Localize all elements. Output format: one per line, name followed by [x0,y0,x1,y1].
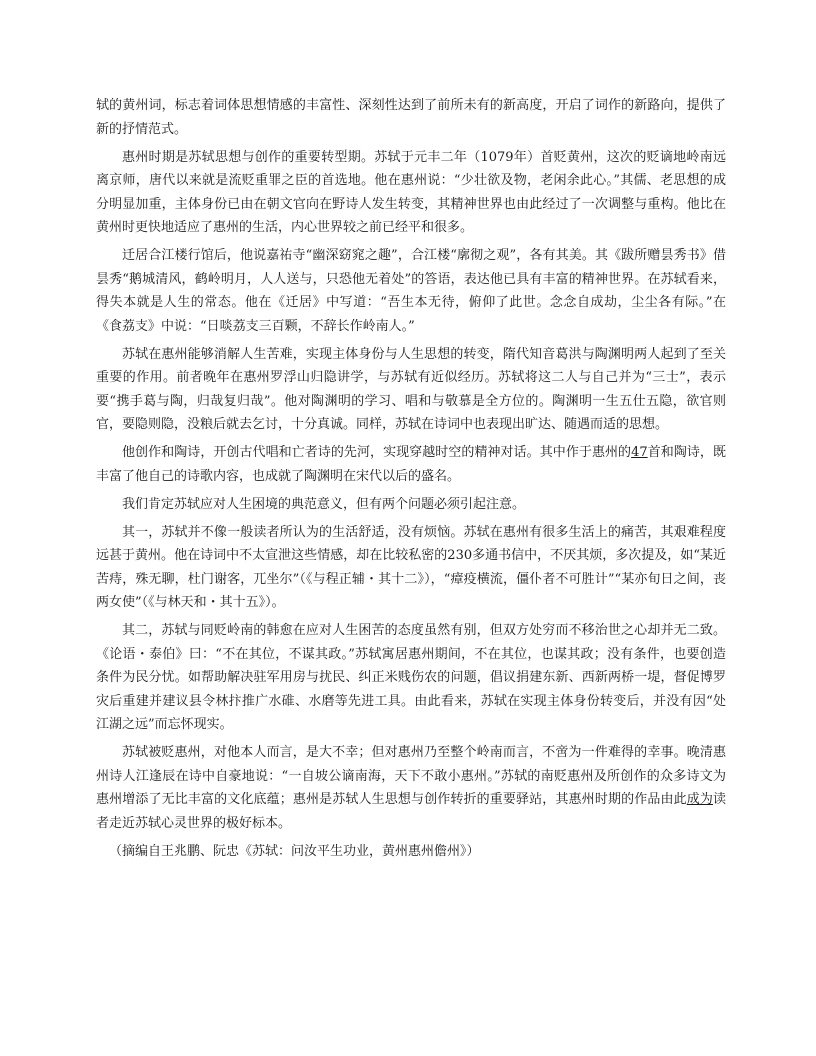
paragraph-4: 苏轼在惠州能够消解人生苦难，实现主体身份与人生思想的转变，隋代知音葛洪与陶渊明两人起到了至关重要的作用。前者晚年在惠州罗浮山归隐讲学，与苏轼有近似经历。苏轼将这二人与自己并为“三士”，表示要“携手葛与陶，归哉复归哉”。他对陶渊明的学习、唱和与敬慕是全方位的。陶渊明一生五仕五隐，欲官则官，要隐则隐，没粮后就去乞讨，十分真诚。同样，苏轼在诗词中也表现出旷达、随遇而适的思想。 [96,346,726,432]
paragraph-9-text-a: 苏轼被贬惠州，对他本人而言，是大不幸；但对惠州乃至整个岭南而言，不啻为一件难得的幸事。晚清惠州诗人江逢辰在诗中自豪地说：“一自坡公谪南海，天下不敢小惠州。”苏轼的南贬惠州及所创作的众多诗文为惠州增添了无比丰富的文化底蕴；惠州是苏轼人生思想与创作转折的重要驿站，其惠州时期的作品由此 [96,745,726,807]
paragraph-7: 其一，苏轼并不像一般读者所认为的生活舒适，没有烦恼。苏轼在惠州有很多生活上的痛苦，其艰难程度远甚于黄州。他在诗词中不太宣泄这些情感，却在比较私密的230多通书信中，不厌其烦，多次提及，如“某近苦痔，殊无聊，杜门谢客，兀坐尔”（《与程正辅・其十二》），“瘴疫横流，僵仆者不可胜计”“某亦旬日之间，丧两女使”（《与林天和・其十五》）。 [96,524,726,610]
paragraph-9-text-b: 读者走近苏轼心灵世界的极好标本。 [96,792,726,831]
paragraph-3: 迁居合江楼行馆后，他说嘉祐寺“幽深窈窕之趣”，合江楼“廓彻之观”，各有其美。其《跋所赠昙秀书》借昙秀“鹅城清风，鹤岭明月，人人送与，只恐他无着处”的答语，表达他已具有丰富的精神世界。在苏轼看来，得失本就是人生的常态。他在《迁居》中写道：“吾生本无待，俯仰了此世。念念自成劫，尘尘各有际。”在《食荔支》中说：“日啖荔支三百颗，不辞长作岭南人。” [96,248,726,334]
underlined-number: 47 [631,445,648,460]
paragraph-1: 轼的黄州词，标志着词体思想情感的丰富性、深刻性达到了前所未有的新高度，开启了词作的新路向，提供了新的抒情范式。 [96,98,726,137]
paragraph-2: 惠州时期是苏轼思想与创作的重要转型期。苏轼于元丰二年（1079年）首贬黄州，这次的贬谪地岭南远离京师，唐代以来就是流贬重罪之臣的首选地。他在惠州说：“少壮欲及物，老闲余此心。”其儒、老思想的成分明显加重，主体身份已由在朝文官向在野诗人发生转变，其精神世界也由此经过了一次调整与重构。他比在黄州时更快地适应了惠州的生活，内心世界较之前已经平和很多。 [96,149,726,235]
underlined-word: 成为 [686,792,713,807]
paragraph-5-text-b: 首和陶诗，既丰富了他自己的诗歌内容，也成就了陶渊明在宋代以后的盛名。 [96,445,726,484]
paragraph-5 [96,441,726,488]
paragraph-5-text-a: 他创作和陶诗，开创古代唱和亡者诗的先河，实现穿越时空的精神对话。其中作于惠州的 [122,445,632,460]
paragraph-9 [96,741,726,835]
source-citation: （摘编自王兆鹏、阮忠《苏轼：问汝平生功业，黄州惠州儋州》） [109,843,480,859]
paragraph-6: 我们肯定苏轼应对人生困境的典范意义，但有两个问题必须引起注意。 [122,496,526,512]
paragraph-8: 其二，苏轼与同贬岭南的韩愈在应对人生困苦的态度虽然有别，但双方处穷而不移治世之心却并无二致。《论语・泰伯》曰：“不在其位，不谋其政。”苏轼寓居惠州期间，不在其位，也谋其政；没有条件，也要创造条件为民分忧。如帮助解决驻军用房与扰民、纠正米贱伤农的问题，倡议捐建东新、西新两桥一堤，督促博罗灾后重建并建议县令林抃推广水碓、水磨等先进工具。由此看来，苏轼在实现主体身份转变后，并没有因“处江湖之远”而忘怀现实。 [96,623,726,732]
article-body [96,94,726,863]
